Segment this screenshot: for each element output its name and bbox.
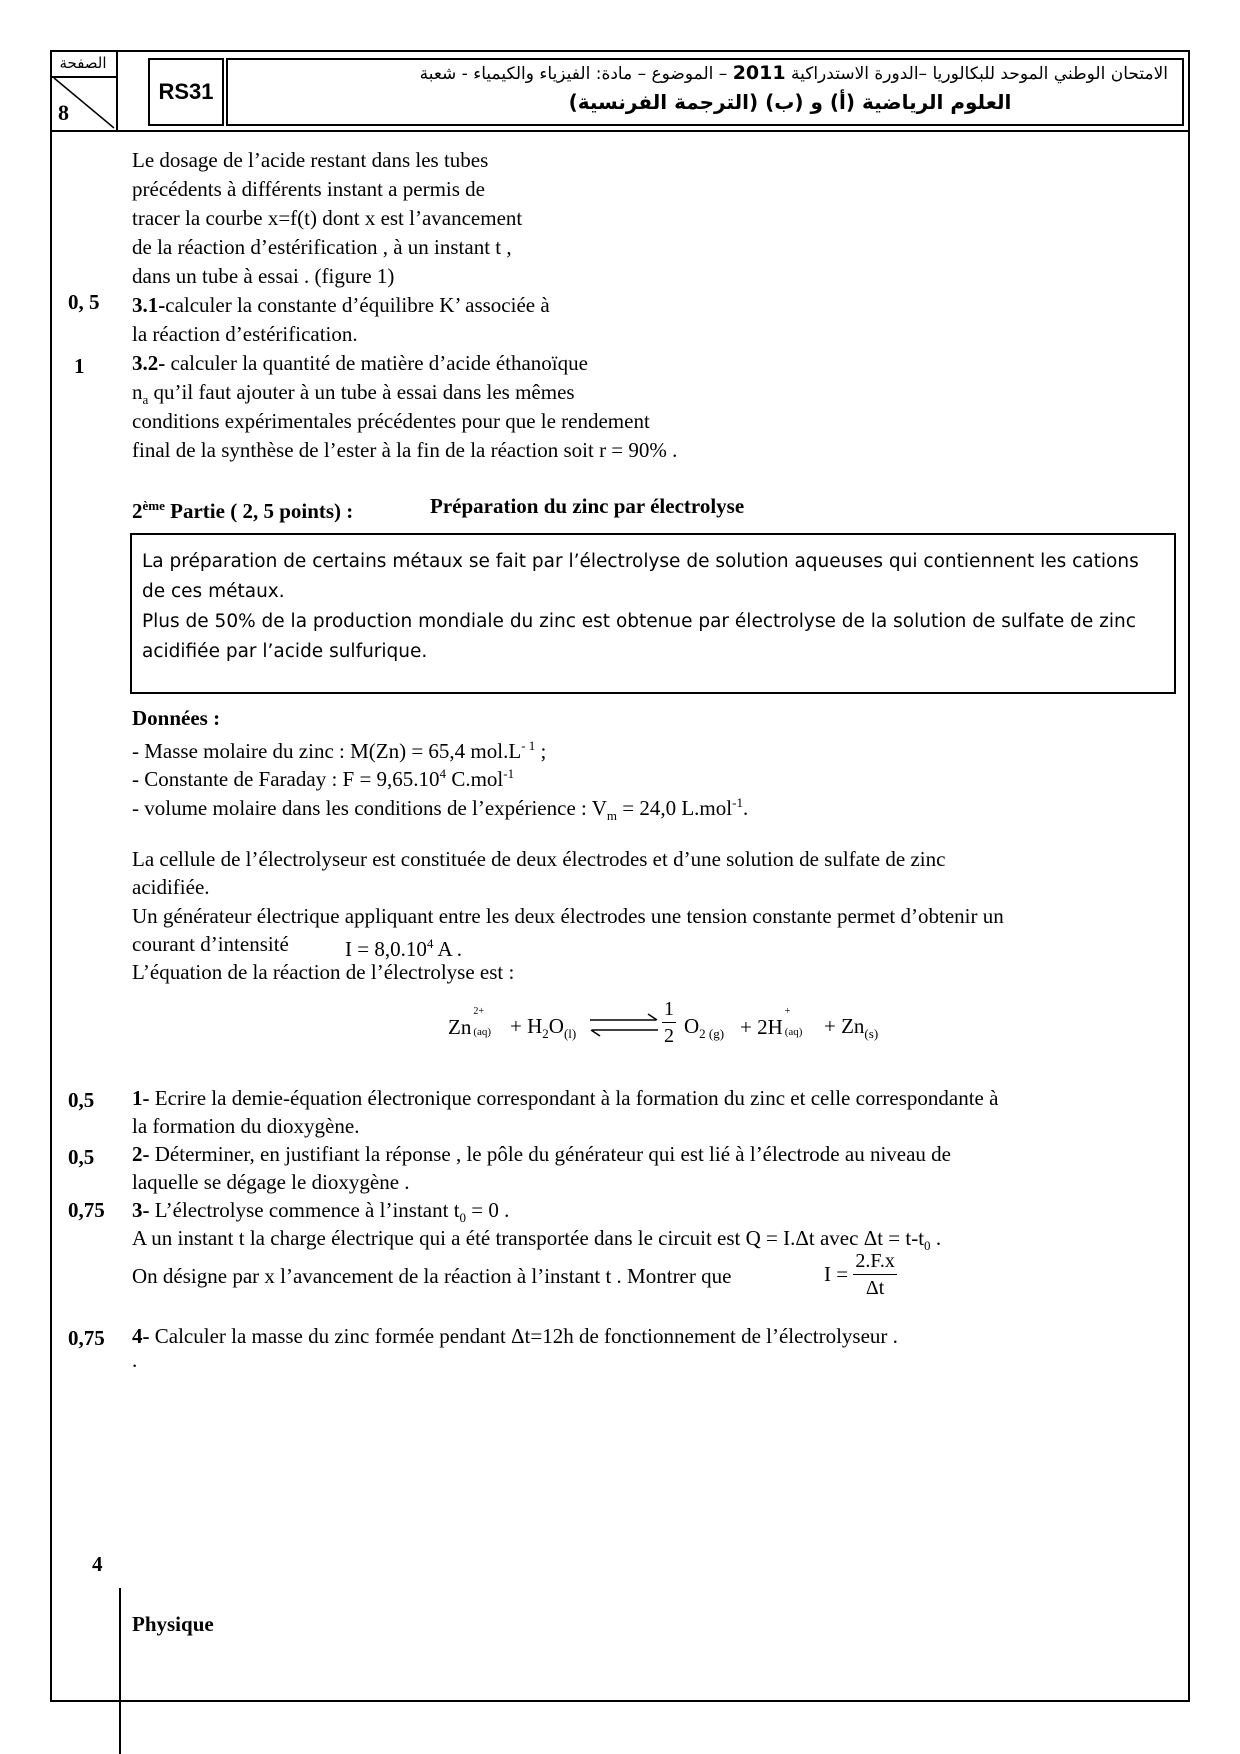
eq-zn2-sub: (s) (864, 1026, 879, 1042)
data-l3-end: . (742, 796, 749, 820)
q3-formula (824, 1248, 897, 1301)
cell-current-sup: 4 (426, 936, 434, 951)
cell-line2: acidifiée. (132, 875, 210, 899)
page-number: 8 (58, 100, 69, 125)
q3-l1-pre: L’électrolyse commence à l’instant t (149, 1198, 460, 1222)
q32-line3: conditions expérimentales précédentes pour que le rendement (132, 409, 650, 433)
part2-num: 2 (132, 499, 143, 523)
data-l3-pre: - volume molaire dans les conditions de l’expérience : V (132, 796, 607, 820)
q32-line4: final de la synthèse de l’ester à la fin de la réaction soit r = 90% . (132, 438, 678, 462)
data-l1-pre: - Masse molaire du zinc : M(Zn) = 65,4 mol.L (132, 739, 522, 763)
intro-box-p2: Plus de 50% de la production mondiale du zinc est obtenue par électrolyse de la solution de sulfate de zinc acidifiée par l’acide sulfurique. (142, 611, 1136, 662)
eq-h-sup: + (784, 1006, 791, 1017)
exam-title-line1 (420, 62, 1168, 84)
q32-n: n (132, 380, 143, 404)
q31-line2: la réaction d’estérification. (132, 322, 358, 346)
eq-zn-text: Zn (448, 1015, 472, 1039)
data-title: Données : (132, 706, 221, 730)
q1-score: 0,5 (68, 1088, 95, 1112)
cell-line4 (132, 932, 289, 956)
eq-h-text: + 2H (740, 1015, 783, 1039)
eq-zn-sup: 2+ (473, 1006, 484, 1017)
q32-line2 (132, 380, 575, 412)
eq-zn-sub: (aq) (473, 1026, 492, 1038)
part2-title: Préparation du zinc par électrolyse (430, 494, 745, 518)
q4-dot: . (132, 1348, 138, 1372)
part2-heading (132, 494, 353, 523)
data-l1-post: ; (535, 739, 547, 763)
exam-title-line2: العلوم الرياضية (أ) و (ب) (الترجمة الفرنسية) (568, 90, 1012, 114)
data-l2-sup: 4 (439, 766, 447, 781)
eq-zn-solid (824, 1014, 878, 1042)
q3-formula-i: I = (824, 1262, 849, 1286)
q32-label: 3.2- (132, 351, 166, 375)
data-molar-mass (132, 734, 546, 763)
cell-line1: La cellule de l’électrolyseur est constituée de deux électrodes et d’une solution de sulfate de zinc (132, 847, 946, 871)
intro-line: dans un tube à essai . (figure 1) (132, 264, 395, 288)
intro-line: tracer la courbe x=f(t) dont x est l’avancement (132, 206, 523, 230)
eq-h2o-state: (l) (563, 1026, 577, 1042)
q3-formula-num: 2.F.x (853, 1248, 897, 1275)
q3-l1-post: = 0 . (466, 1198, 510, 1222)
footer-score: 4 (92, 1552, 103, 1576)
data-l3-sub: m (606, 808, 618, 824)
q32-line1 (132, 351, 588, 375)
q3-l2-sub: 0 (924, 1238, 931, 1254)
q3-l2-post: . (930, 1226, 942, 1250)
q3-label: 3- (132, 1198, 150, 1222)
q2-score: 0,5 (68, 1145, 95, 1169)
title-year: 2011 (732, 62, 786, 84)
q3-formula-frac (853, 1248, 897, 1301)
q4-score: 0,75 (68, 1326, 105, 1350)
eq-zn2-text: + Zn (824, 1014, 865, 1038)
eq-fraction (662, 996, 676, 1049)
title-pre: الامتحان الوطني الموحد للبكالوريا –الدورة الاستدراكية (791, 64, 1168, 84)
eq-h2o-sub: 2 (542, 1026, 549, 1042)
q3-line3: On désigne par x l’avancement de la réaction à l’instant t . Montrer que (132, 1264, 732, 1288)
data-molar-volume (132, 791, 748, 828)
cell-line3: Un générateur électrique appliquant entre les deux électrodes une tension constante permet d’obtenir un (132, 904, 1004, 928)
intro-line: de la réaction d’estérification , à un instant t , (132, 235, 512, 259)
electrolysis-equation (448, 1000, 888, 1060)
data-l2-post: C.mol (446, 767, 504, 791)
data-l3-post: = 24,0 L.mol (617, 796, 733, 820)
footer-section: Physique (132, 1612, 214, 1636)
eq-zn (448, 1006, 499, 1040)
part2-label: Partie ( 2, 5 points) : (164, 499, 354, 523)
eq-o2-text: O (684, 1014, 700, 1038)
intro-line: Le dosage de l’acide restant dans les tubes (132, 148, 489, 172)
part2-sup: ème (142, 498, 165, 513)
eq-h (740, 1006, 811, 1040)
q32-score: 1 (74, 354, 85, 378)
exam-code: RS31 (148, 58, 224, 126)
eq-o2-sub: 2 (g) (699, 1026, 725, 1042)
q1-text: Ecrire la demie-équation électronique correspondant à la formation du zinc et celle correspondante à (149, 1086, 999, 1110)
q31-text: calculer la constante d’équilibre K’ associée à (165, 293, 550, 317)
eq-h-sub: (aq) (784, 1026, 803, 1038)
title-post: – الموضوع – مادة: الفيزياء والكيمياء - شعبة (419, 64, 728, 84)
eq-h2o-o: O (548, 1014, 564, 1038)
exam-title (226, 58, 1184, 126)
q2-line1 (132, 1142, 951, 1166)
eq-h2o-text: + H (510, 1014, 543, 1038)
cell-current-val: I = 8,0.10 (345, 937, 427, 961)
q1-line2: la formation du dioxygène. (132, 1114, 360, 1138)
q32-n-sub: a (142, 392, 149, 408)
q4-label: 4- (132, 1324, 150, 1348)
q3-line2 (132, 1226, 941, 1258)
intro-line: précédents à différents instant a permis de (132, 177, 485, 201)
footer-divider (119, 1588, 121, 1754)
page-number-box (52, 52, 118, 130)
cell-line5: L’équation de la réaction de l’électrolyse est : (132, 960, 515, 984)
q2-line2: laquelle se dégage le dioxygène . (132, 1170, 410, 1194)
q3-l1-sub: 0 (459, 1210, 467, 1226)
q31-score: 0, 5 (68, 290, 100, 314)
q32-line2-rest: qu’il faut ajouter à un tube à essai dans les mêmes (148, 380, 575, 404)
q2-text: Déterminer, en justifiant la réponse , le pôle du générateur qui est lié à l’électrode au niveau de (149, 1142, 951, 1166)
q3-l2-pre: A un instant t la charge électrique qui a été transportée dans le circuit est Q = I.Δt avec Δt = t-t (132, 1226, 925, 1250)
page-label: الصفحة (59, 54, 107, 72)
data-faraday (132, 762, 514, 791)
cell-l4-pre: courant d’intensité (132, 932, 289, 956)
q31-label: 3.1- (132, 293, 166, 317)
eq-h2o (510, 1014, 576, 1042)
equilibrium-arrows-icon (588, 1012, 660, 1038)
q3-formula-den: Δt (865, 1277, 885, 1299)
cell-current-post: A . (433, 937, 462, 961)
data-l2-pre: - Constante de Faraday : F = 9,65.10 (132, 767, 440, 791)
eq-o2 (684, 1014, 724, 1042)
q32-text: calculer la quantité de matière d’acide éthanoïque (165, 351, 588, 375)
q1-line1 (132, 1086, 998, 1110)
data-l3-sup: -1 (732, 795, 743, 810)
data-l2-sup2: -1 (503, 766, 515, 781)
q3-score: 0,75 (68, 1198, 105, 1222)
q2-label: 2- (132, 1142, 150, 1166)
q4-line1 (132, 1324, 898, 1348)
intro-box (130, 533, 1176, 694)
data-l1-sup: - 1 (521, 738, 536, 753)
intro-box-p1: La préparation de certains métaux se fait par l’électrolyse de solution aqueuses qui contiennent les cations de ces métaux. (142, 551, 1139, 602)
q1-label: 1- (132, 1086, 150, 1110)
cell-current (345, 932, 462, 961)
q4-text: Calculer la masse du zinc formée pendant Δt=12h de fonctionnement de l’électrolyseur . (149, 1324, 898, 1348)
eq-frac-num: 1 (662, 996, 676, 1023)
eq-frac-den: 2 (664, 1025, 674, 1047)
q31-line1 (132, 293, 550, 317)
